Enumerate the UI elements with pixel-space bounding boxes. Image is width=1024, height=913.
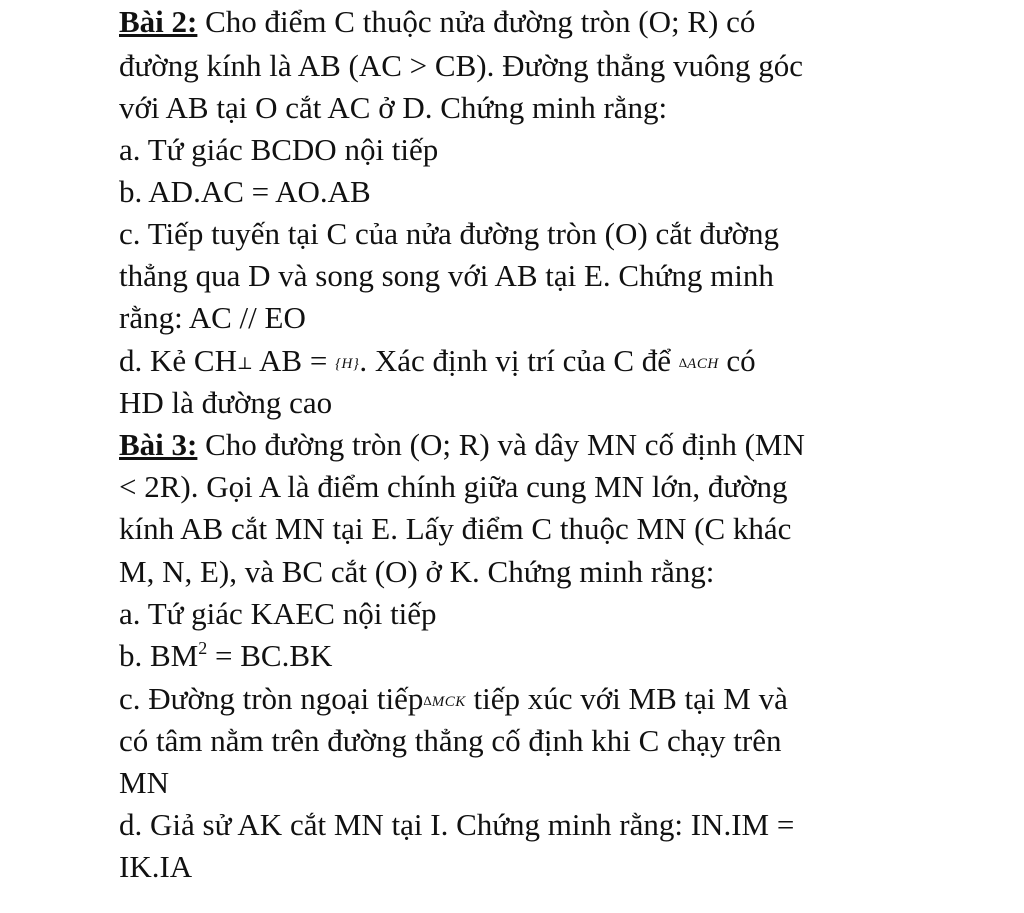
bai3-part-c-3: MN xyxy=(119,765,169,800)
bai3-part-d-1: d. Giả sử AK cắt MN tại I. Chứng minh rằng: IN.IM = xyxy=(119,807,795,842)
bai2-part-c-1: c. Tiếp tuyến tại C của nửa đường tròn (O) cắt đường xyxy=(119,216,780,251)
triangle-mck: MCK xyxy=(431,694,466,710)
bai2-heading: Bài 2: xyxy=(119,4,198,39)
triangle-symbol: Δ xyxy=(678,355,688,370)
superscript-2: 2 xyxy=(198,638,208,658)
triangle-symbol: Δ xyxy=(423,693,432,708)
bai2-part-d-1 xyxy=(119,343,756,382)
set-h: {H} xyxy=(335,356,360,372)
bai2-part-d-2: HD là đường cao xyxy=(119,385,333,420)
bai2-intro-3: với AB tại O cắt AC ở D. Chứng minh rằng: xyxy=(119,90,668,125)
bai2-intro-2: đường kính là AB (AC > CB). Đường thẳng vuông góc xyxy=(119,48,804,83)
bai3-line-1 xyxy=(119,427,805,463)
bai3-part-d-2: IK.IA xyxy=(119,849,193,884)
bai2-d-text-4: có xyxy=(718,343,756,378)
bai3-intro-4: M, N, E), và BC cắt (O) ở K. Chứng minh rằng: xyxy=(119,554,715,589)
bai3-part-c-2: có tâm nằm trên đường thẳng cố định khi C chạy trên xyxy=(119,723,782,758)
bai3-b-text-2: = BC.BK xyxy=(207,638,333,673)
bai2-d-text-2: AB = xyxy=(252,343,336,378)
bai2-part-c-2: thẳng qua D và song song với AB tại E. Chứng minh xyxy=(119,258,774,293)
bai2-part-a: a. Tứ giác BCDO nội tiếp xyxy=(119,132,439,167)
bai2-d-text-3: . Xác định vị trí của C để xyxy=(359,343,679,378)
bai3-part-b xyxy=(119,638,332,674)
bai3-b-text-1: b. BM xyxy=(119,638,199,673)
bai3-part-c-1 xyxy=(119,681,788,720)
bai3-intro-2: < 2R). Gọi A là điểm chính giữa cung MN lớn, đường xyxy=(119,469,788,504)
bai3-intro-1: Cho đường tròn (O; R) và dây MN cố định (MN xyxy=(197,427,805,462)
bai3-c-text-2: tiếp xúc với MB tại M và xyxy=(465,681,788,716)
bai3-part-a: a. Tứ giác KAEC nội tiếp xyxy=(119,596,437,631)
bai2-line-1 xyxy=(119,4,755,40)
bai3-heading: Bài 3: xyxy=(119,427,198,462)
bai3-intro-3: kính AB cắt MN tại E. Lấy điểm C thuộc MN (C khác xyxy=(119,511,792,546)
triangle-ach: ACH xyxy=(687,356,719,372)
bai2-d-text-1: d. Kẻ CH xyxy=(119,343,237,378)
bai2-intro-1: Cho điểm C thuộc nửa đường tròn (O; R) có xyxy=(197,4,756,39)
bai2-part-c-3: rằng: AC // EO xyxy=(119,300,306,335)
bai3-c-text-1: c. Đường tròn ngoại tiếp xyxy=(119,681,424,716)
bai2-part-b: b. AD.AC = AO.AB xyxy=(119,174,371,209)
perpendicular-symbol: ⊥ xyxy=(236,354,253,373)
